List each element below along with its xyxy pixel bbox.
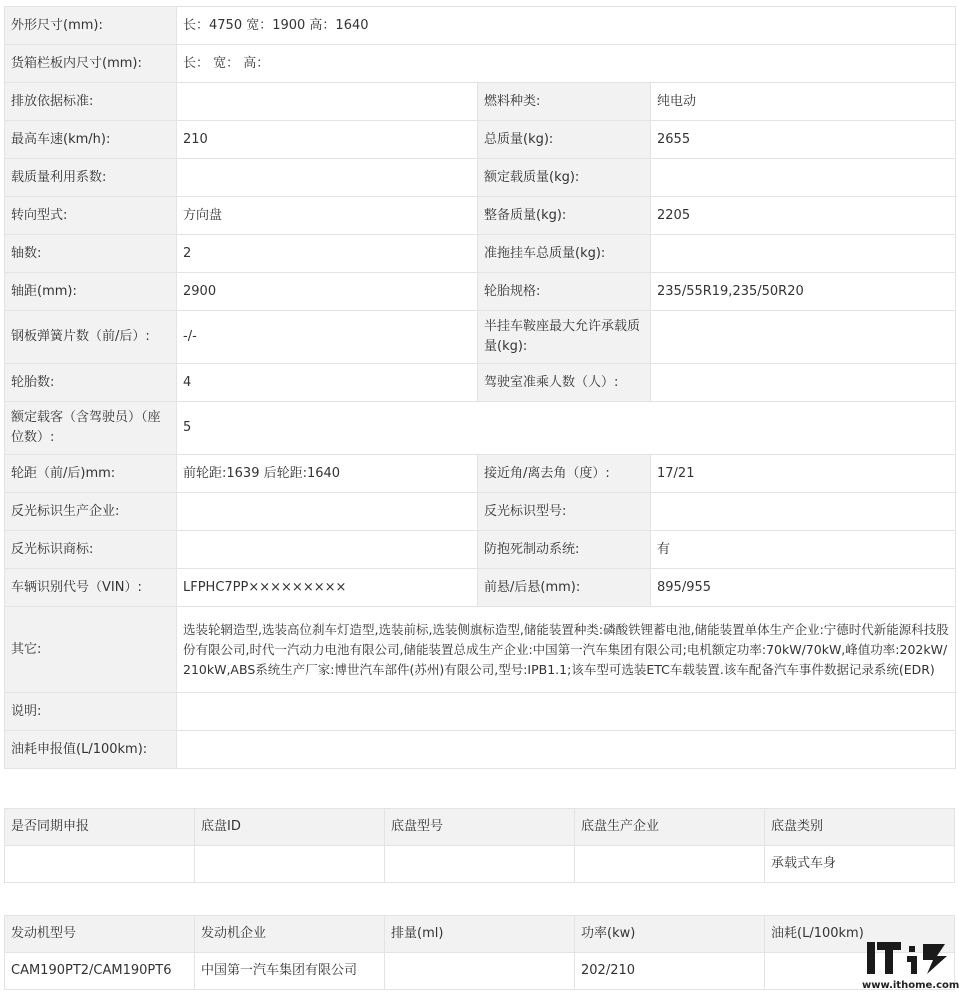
chassis-header-row (5, 809, 955, 846)
reflect-mfr-label: 反光标识生产企业: (5, 493, 177, 531)
spec-row-note (5, 693, 956, 731)
saddle-value (651, 311, 956, 364)
max-speed-label: 最高车速(km/h): (5, 121, 177, 159)
approach-value: 17/21 (651, 455, 956, 493)
chassis-cell: 承载式车身 (765, 846, 955, 883)
vin-value: LFPHC7PP××××××××× (177, 569, 478, 607)
spec-row-tires (5, 364, 956, 402)
wheelbase-value: 2900 (177, 273, 478, 311)
engine-cell: 202/210 (575, 953, 765, 990)
chassis-header-cell: 底盘ID (195, 809, 385, 846)
rated-load-label: 额定载质量(kg): (478, 159, 651, 197)
approach-label: 接近角/离去角（度）: (478, 455, 651, 493)
chassis-header-cell: 底盘类别 (765, 809, 955, 846)
curb-mass-label: 整备质量(kg): (478, 197, 651, 235)
total-mass-label: 总质量(kg): (478, 121, 651, 159)
spec-row-fuel-consumption (5, 731, 956, 769)
chassis-cell (575, 846, 765, 883)
cab-seats-label: 驾驶室准乘人数（人）: (478, 364, 651, 402)
reflect-brand-value (177, 531, 478, 569)
axles-label: 轴数: (5, 235, 177, 273)
fuel-consumption-value (177, 731, 956, 769)
tires-label: 轮胎数: (5, 364, 177, 402)
fuel-consumption-label: 油耗申报值(L/100km): (5, 731, 177, 769)
emission-label: 排放依据标准: (5, 83, 177, 121)
ithome-logo-icon (865, 940, 949, 976)
spec-row-emission-fuel (5, 83, 956, 121)
steering-label: 转向型式: (5, 197, 177, 235)
watermark-url: www.ithome.com (862, 980, 959, 991)
overhang-label: 前悬/后悬(mm): (478, 569, 651, 607)
reflect-mfr-value (177, 493, 478, 531)
engine-header-row (5, 916, 955, 953)
engine-header-cell: 发动机企业 (195, 916, 385, 953)
dimensions-value: 长：4750 宽：1900 高：1640 (177, 7, 956, 45)
spec-row-track (5, 455, 956, 493)
vehicle-spec-table (4, 6, 956, 769)
engine-header-cell: 排量(ml) (385, 916, 575, 953)
steering-value: 方向盘 (177, 197, 478, 235)
other-value: 选装轮辋造型,选装高位刹车灯造型,选装前标,选装侧旗标造型,储能装置种类:磷酸铁锂蓄电池,储能装置单体生产企业:宁德时代新能源科技股份有限公司,时代一汽动力电池有限公司,储能装置总成生产企业:中国第一汽车集团有限公司;电机额定功率:70kW/70kW,峰值功率:202kW/210kW,ABS系统生产厂家:博世汽车部件(苏州)有限公司,型号:IPB1.1;该车型可选装ETC车载装置.该车配备汽车事件数据记录系统(EDR) (177, 607, 956, 693)
axles-value: 2 (177, 235, 478, 273)
trailer-mass-value (651, 235, 956, 273)
abs-label: 防抱死制动系统: (478, 531, 651, 569)
dimensions-label: 外形尺寸(mm): (5, 7, 177, 45)
engine-header-cell: 功率(kw) (575, 916, 765, 953)
spec-row-brand-abs (5, 531, 956, 569)
engine-table (4, 915, 959, 991)
track-label: 轮距（前/后)mm: (5, 455, 177, 493)
chassis-cell (385, 846, 575, 883)
chassis-cell (5, 846, 195, 883)
total-mass-value: 2655 (651, 121, 956, 159)
chassis-header-cell: 底盘型号 (385, 809, 575, 846)
spec-row-vin (5, 569, 956, 607)
spec-row-wheelbase (5, 273, 956, 311)
load-util-value (177, 159, 478, 197)
trailer-mass-label: 准拖挂车总质量(kg): (478, 235, 651, 273)
wheelbase-label: 轴距(mm): (5, 273, 177, 311)
spec-row-speed-mass (5, 121, 956, 159)
spec-row-axles (5, 235, 956, 273)
curb-mass-value: 2205 (651, 197, 956, 235)
spec-row-other (5, 607, 956, 693)
cargo-box-label: 货箱栏板内尺寸(mm): (5, 45, 177, 83)
spec-row-cargo-box (5, 45, 956, 83)
spec-row-seats (5, 402, 956, 455)
spec-row-dimensions (5, 7, 956, 45)
reflect-model-value (651, 493, 956, 531)
leaf-spring-label: 钢板弹簧片数（前/后）: (5, 311, 177, 364)
ithome-watermark (862, 938, 959, 998)
tire-spec-value: 235/55R19,235/50R20 (651, 273, 956, 311)
reflect-model-label: 反光标识型号: (478, 493, 651, 531)
rated-load-value (651, 159, 956, 197)
leaf-spring-value: -/- (177, 311, 478, 364)
spec-row-leaf-spring (5, 311, 956, 364)
emission-value (177, 83, 478, 121)
seats-label: 额定载客（含驾驶员）（座位数）: (5, 402, 177, 455)
fuel-value: 纯电动 (651, 83, 956, 121)
tire-spec-label: 轮胎规格: (478, 273, 651, 311)
engine-cell: 中国第一汽车集团有限公司 (195, 953, 385, 990)
engine-cell: CAM190PT2/CAM190PT6 (5, 953, 195, 990)
chassis-data-row (5, 846, 955, 883)
chassis-table (4, 808, 955, 883)
track-value: 前轮距:1639 后轮距:1640 (177, 455, 478, 493)
engine-header-cell: 发动机型号 (5, 916, 195, 953)
note-label: 说明: (5, 693, 177, 731)
engine-data-row (5, 953, 955, 990)
fuel-label: 燃料种类: (478, 83, 651, 121)
tires-value: 4 (177, 364, 478, 402)
other-label: 其它: (5, 607, 177, 693)
spec-row-reflect (5, 493, 956, 531)
note-value (177, 693, 956, 731)
cargo-box-value: 长： 宽： 高： (177, 45, 956, 83)
spec-row-load (5, 159, 956, 197)
chassis-header-cell: 是否同期申报 (5, 809, 195, 846)
load-util-label: 载质量利用系数: (5, 159, 177, 197)
abs-value: 有 (651, 531, 956, 569)
engine-cell (385, 953, 575, 990)
chassis-header-cell: 底盘生产企业 (575, 809, 765, 846)
spec-row-steering (5, 197, 956, 235)
max-speed-value: 210 (177, 121, 478, 159)
vin-label: 车辆识别代号（VIN）: (5, 569, 177, 607)
engine-header-cell: 油耗(L/100km) (765, 916, 955, 953)
overhang-value: 895/955 (651, 569, 956, 607)
cab-seats-value (651, 364, 956, 402)
chassis-cell (195, 846, 385, 883)
seats-value: 5 (177, 402, 956, 455)
reflect-brand-label: 反光标识商标: (5, 531, 177, 569)
saddle-label: 半挂车鞍座最大允许承载质量(kg): (478, 311, 651, 364)
